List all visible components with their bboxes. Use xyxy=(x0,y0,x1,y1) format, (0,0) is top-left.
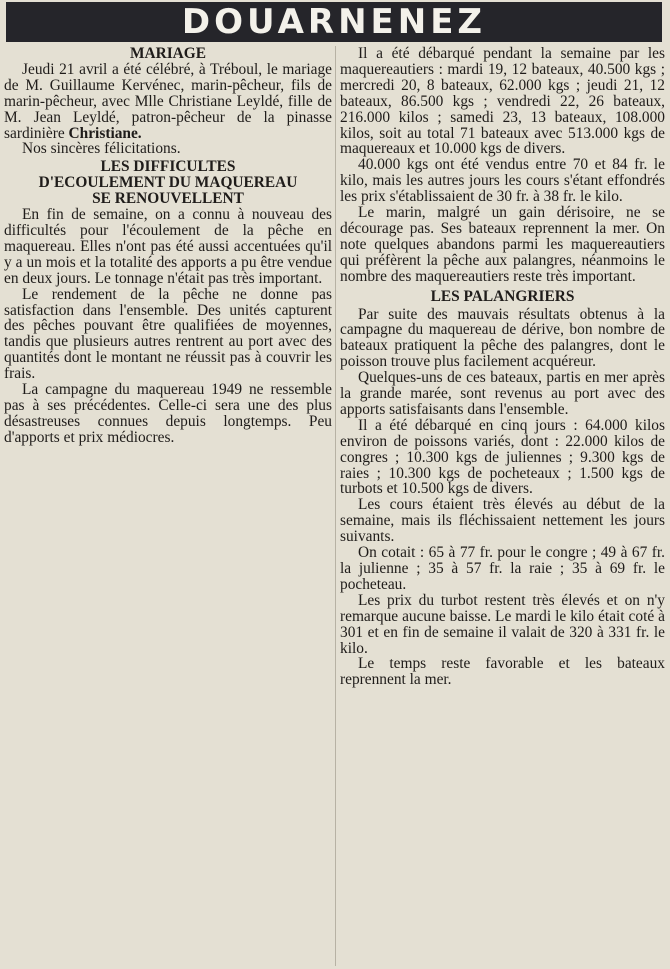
palangriers-prices-paragraph: On cotait : 65 à 77 fr. pour le congre ; 49 à 67 fr. la julienne ; 35 à 57 fr. la raie ; 35 à 69 fr. le pocheteau. xyxy=(340,544,665,593)
marin-paragraph: Le marin, malgré un gain dérisoire, ne se décourage pas. Ses bateaux reprennent la mer. On note quelques abandons parmi les maquereautiers qui préfèrent la pêche aux palangres, néanmoins le nombre des maquereautiers reste très important. xyxy=(340,204,665,285)
maquereau-landings-paragraph: Il a été débarqué pendant la semaine par les maquereautiers : mardi 19, 12 bateaux, 40.500 kgs ; mercredi 20, 8 bateaux, 62.000 kgs ; jeudi 21, 12 bateaux, 86.500 kgs ; vendredi 22, 26 bateaux, 216.000 kilos ; samedi 23, 13 bateaux, 108.000 kilos, soit au total 71 bateaux avec 513.000 kgs de maquereaux et 10.000 kgs de divers. xyxy=(340,45,665,158)
turbot-paragraph: Les prix du turbot restent très élevés et on n'y remarque aucune baisse. Le mardi le kilo était coté à 301 et en fin de semaine il valait de 320 à 331 fr. le kilo. xyxy=(340,591,665,657)
masthead-title: DOUARNENEZ xyxy=(181,2,487,42)
difficultes-heading-line-1: LES DIFFICULTES xyxy=(100,158,236,176)
right-column xyxy=(340,46,665,688)
difficultes-heading-line-2: D'ECOULEMENT DU MAQUEREAU xyxy=(38,174,298,192)
mariage-paragraph xyxy=(4,62,332,142)
mariage-congrats: Nos sincères félicitations. xyxy=(22,140,181,158)
difficultes-paragraph-1: En fin de semaine, on a connu à nouveau des difficultés pour l'écoulement de la pêche en maquereau. Elles n'ont pas été aussi accentuées qu'il y a un mois et la totalité des apports a pu être vendue en deux jours. Le tonnage n'était pas très important. xyxy=(4,206,332,287)
masthead-banner xyxy=(6,2,662,42)
boat-name: Christiane. xyxy=(68,124,142,142)
maquereau-prices-paragraph: 40.000 kgs ont été vendus entre 70 et 84 fr. le kilo, mais les autres jours les cours s'étant effondrés les prix s'établissaient de 30 fr. à 38 fr. le kilo. xyxy=(340,156,665,206)
palangriers-landings-paragraph: Il a été débarqué en cinq jours : 64.000 kilos environ de poissons variés, dont : 22.000 kilos de congres ; 10.300 kgs de juliennes ; 9.300 kgs de raies ; 10.300 kgs de pocheteaux ; 1.500 kgs de turbots et 10.500 kgs de divers. xyxy=(340,416,665,498)
left-column xyxy=(4,46,332,446)
difficultes-paragraph-3: La campagne du maquereau 1949 ne ressemble pas à ses précédentes. Celle-ci sera une des plus désastreuses connues depuis longtemps. Peu d'apports et prix médiocres. xyxy=(4,381,332,446)
palangriers-cours-paragraph: Les cours étaient très élevés au début de la semaine, mais ils fléchissaient nettement les jours suivants. xyxy=(340,496,665,546)
palangriers-heading: LES PALANGRIERS xyxy=(430,287,575,305)
difficultes-heading-line-3: SE RENOUVELLENT xyxy=(92,190,244,208)
column-divider xyxy=(335,46,336,966)
difficultes-paragraph-2: Le rendement de la pêche ne donne pas satisfaction dans l'ensemble. Des unités capturent des pêches pouvant être qualifiées de moyennes, tandis que plusieurs autres rentrent au port avec des quantités dont le montant ne réussit pas à couvrir les frais. xyxy=(4,285,332,383)
mariage-heading: MARIAGE xyxy=(129,45,207,62)
weather-paragraph: Le temps reste favorable et les bateaux reprennent la mer. xyxy=(340,655,665,689)
palangriers-paragraph-1: Par suite des mauvais résultats obtenus à la campagne du maquereau de dérive, bon nombre de bateaux pratiquent la pêche des palangres, dont le poisson trouve plus facilement acquéreur. xyxy=(340,305,665,371)
mariage-text: Jeudi 21 avril a été célébré, à Tréboul, le mariage de M. Guillaume Kervénec, marin-pêcheur, fils de marin-pêcheur, avec Mlle Christiane Leyldé, fille de M. Jean Leyldé, patron-pêcheur de la pinasse sardinière xyxy=(4,60,332,142)
palangriers-paragraph-2: Quelques-uns de ces bateaux, partis en mer après la grande marée, sont revenus au port avec des apports satisfaisants dans l'ensemble. xyxy=(340,369,665,418)
